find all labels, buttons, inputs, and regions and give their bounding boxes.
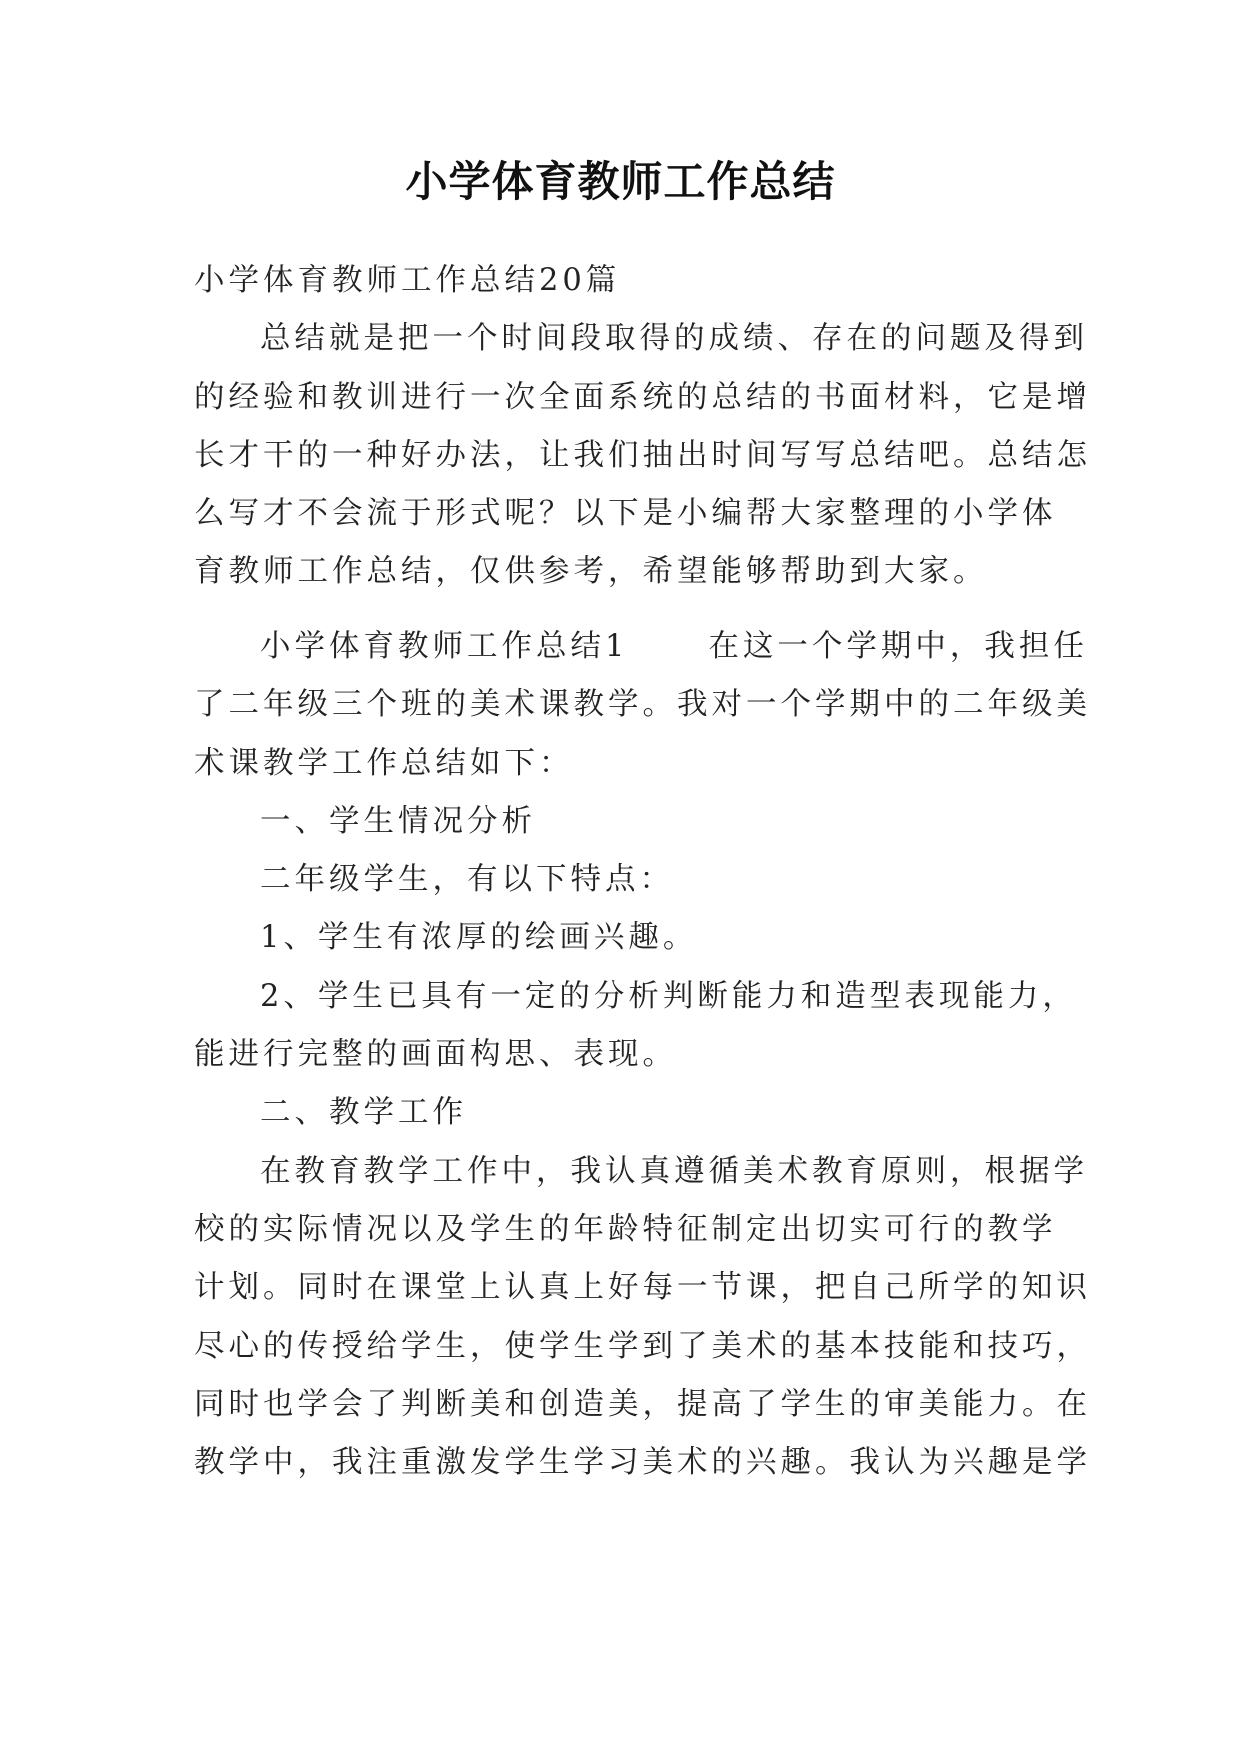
section-1-first-line-text: 在这一个学期中，我担任 <box>708 629 1088 664</box>
part-2-line: 校的实际情况以及学生的年龄特征制定出切实可行的教学 <box>194 1211 1057 1247</box>
section-1-line: 了二年级三个班的美术课教学。我对一个学期中的二年级美 <box>194 687 1091 723</box>
section-1-block <box>194 618 1091 1492</box>
part-2-line: 教学中，我注重激发学生学习美术的兴趣。我认为兴趣是学 <box>194 1445 1091 1481</box>
point-2-line: 能进行完整的画面构思、表现。 <box>194 1037 677 1073</box>
point-2-line: 2、学生已具有一定的分析判断能力和造型表现能力， <box>260 978 1077 1014</box>
section-1-heading: 小学体育教师工作总结1 <box>260 629 629 664</box>
document-title: 小学体育教师工作总结 <box>405 157 836 206</box>
intro-block <box>194 252 1091 602</box>
part-1-intro: 二年级学生，有以下特点： <box>260 862 674 898</box>
intro-line: 长才干的一种好办法，让我们抽出时间写写总结吧。总结怎 <box>194 437 1091 473</box>
part-2-line: 尽心的传授给学生，使学生学到了美术的基本技能和技巧， <box>194 1328 1091 1364</box>
point-1: 1、学生有浓厚的绘画兴趣。 <box>260 920 698 956</box>
document-subtitle: 小学体育教师工作总结20篇 <box>194 263 621 298</box>
part-2-line: 同时也学会了判断美和创造美，提高了学生的审美能力。在 <box>194 1386 1091 1422</box>
intro-line: 的经验和教训进行一次全面系统的总结的书面材料，它是增 <box>194 379 1091 415</box>
intro-line: 育教师工作总结，仅供参考，希望能够帮助到大家。 <box>194 554 988 590</box>
part-2-line: 计划。同时在课堂上认真上好每一节课，把自己所学的知识 <box>194 1270 1091 1306</box>
intro-line: 总结就是把一个时间段取得的成绩、存在的问题及得到 <box>260 321 1088 357</box>
section-1-line: 术课教学工作总结如下： <box>194 745 574 781</box>
part-2-heading: 二、教学工作 <box>260 1095 467 1131</box>
section-1-first-line <box>194 618 1088 676</box>
part-1-heading: 一、学生情况分析 <box>260 803 536 839</box>
part-2-line: 在教育教学工作中，我认真遵循美术教育原则，根据学 <box>260 1153 1088 1189</box>
intro-line: 么写才不会流于形式呢？以下是小编帮大家整理的小学体 <box>194 496 1057 532</box>
